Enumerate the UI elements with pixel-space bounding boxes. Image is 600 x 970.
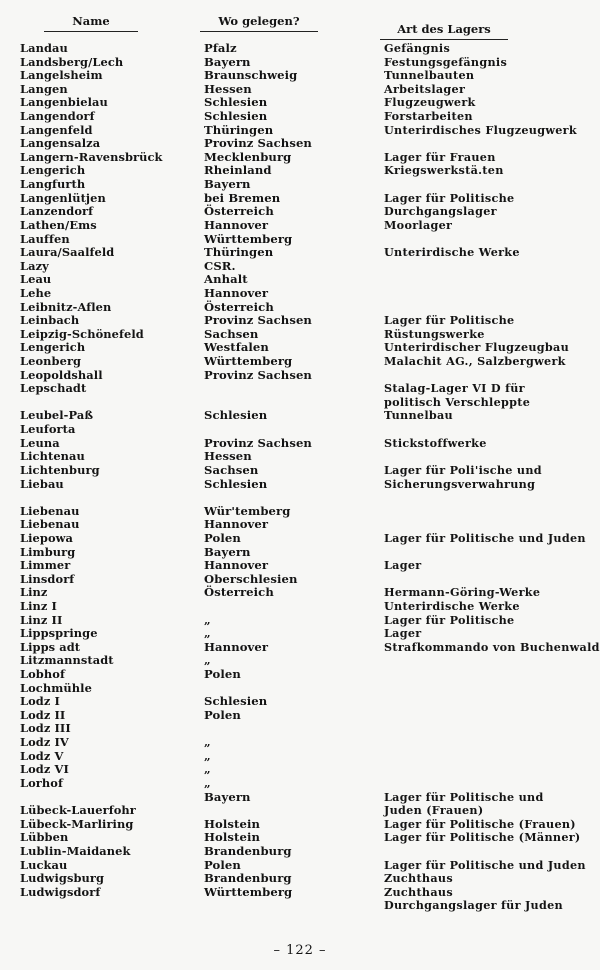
camp-location: Thüringen bbox=[204, 245, 274, 260]
camp-location: Hessen bbox=[204, 449, 252, 464]
camp-location: Oberschlesien bbox=[204, 571, 298, 586]
camp-name: Lepschadt bbox=[20, 381, 87, 396]
camp-location: „ bbox=[204, 775, 211, 790]
camp-location: Hannover bbox=[204, 217, 269, 232]
camp-location: Brandenburg bbox=[204, 871, 292, 886]
camp-location: Bayern bbox=[204, 54, 251, 69]
camp-type bbox=[384, 178, 598, 192]
camp-type: Lager bbox=[384, 626, 422, 641]
camp-name: Litzmannstadt bbox=[20, 653, 114, 668]
camp-location: Schlesien bbox=[204, 95, 268, 110]
camp-name bbox=[20, 491, 195, 505]
camp-location: Hannover bbox=[204, 285, 269, 300]
camp-type: Arbeitslager bbox=[384, 81, 466, 96]
camp-name: Lanzendorf bbox=[20, 204, 94, 219]
camp-location: Österreich bbox=[204, 299, 274, 314]
camp-location: Hannover bbox=[204, 558, 269, 573]
camp-name: Langern-Ravensbrück bbox=[20, 149, 163, 164]
camp-type: Gefängnis bbox=[384, 41, 451, 55]
camp-type bbox=[384, 301, 598, 315]
camp-location: Sachsen bbox=[204, 326, 259, 341]
camp-type bbox=[384, 763, 598, 777]
camp-location bbox=[204, 491, 374, 505]
camp-type: Zuchthaus bbox=[384, 871, 453, 886]
camp-type bbox=[384, 450, 598, 464]
camp-name: Linz II bbox=[20, 612, 63, 627]
camp-location: Hessen bbox=[204, 81, 252, 96]
camp-name: Langfurth bbox=[20, 177, 86, 192]
camp-type: Stickstoffwerke bbox=[384, 435, 487, 450]
camp-type: Rüstungswerke bbox=[384, 326, 485, 341]
camp-location: Polen bbox=[204, 530, 241, 545]
camp-location: Holstein bbox=[204, 830, 260, 845]
camp-location: Provinz Sachsen bbox=[204, 313, 312, 328]
name-column bbox=[20, 42, 195, 913]
camp-name: Lublin-Maidanek bbox=[20, 843, 131, 858]
camp-type: Durchgangslager bbox=[384, 204, 497, 219]
camp-type bbox=[384, 491, 598, 505]
camp-name: Linsdorf bbox=[20, 571, 75, 586]
camp-name: Liepowa bbox=[20, 530, 74, 545]
header-type: Art des Lagers bbox=[380, 22, 508, 40]
camp-type: Juden (Frauen) bbox=[384, 803, 484, 818]
camp-name: Lichtenburg bbox=[20, 462, 100, 477]
camp-type bbox=[384, 273, 598, 287]
camp-type bbox=[384, 369, 598, 383]
camp-name: Liebenau bbox=[20, 517, 80, 532]
camp-type: Malachit AG., Salzbergwerk bbox=[384, 354, 566, 369]
camp-location: Polen bbox=[204, 707, 241, 722]
camp-name: Luckau bbox=[20, 857, 68, 872]
camp-name: Leuna bbox=[20, 435, 60, 450]
camp-type: Lager für Politische bbox=[384, 190, 515, 205]
location-column bbox=[204, 42, 374, 913]
camp-type bbox=[384, 682, 598, 696]
camp-name: Leinbach bbox=[20, 313, 80, 328]
camp-type: Hermann-Göring-Werke bbox=[384, 585, 541, 600]
camp-location: „ bbox=[204, 626, 211, 641]
camp-location: „ bbox=[204, 612, 211, 627]
camp-type bbox=[384, 546, 598, 560]
camp-name: Lehe bbox=[20, 285, 52, 300]
camp-type: Tunnelbauten bbox=[384, 68, 475, 83]
camp-location: bei Bremen bbox=[204, 190, 281, 205]
camp-type bbox=[384, 845, 598, 859]
camp-type: Festungsgefängnis bbox=[384, 54, 508, 69]
camp-name: Leipzig-Schönefeld bbox=[20, 326, 144, 341]
camp-name: Lorhof bbox=[20, 775, 63, 790]
camp-location: Polen bbox=[204, 667, 241, 682]
camp-name bbox=[20, 791, 195, 805]
camp-type bbox=[384, 654, 598, 668]
camp-location: Württemberg bbox=[204, 231, 293, 246]
camp-location: Anhalt bbox=[204, 272, 248, 287]
camp-type: Moorlager bbox=[384, 217, 453, 232]
camp-type: Lager für Frauen bbox=[384, 149, 496, 164]
camp-location: Hannover bbox=[204, 639, 269, 654]
camp-location: Polen bbox=[204, 857, 241, 872]
camp-type: Durchgangslager für Juden bbox=[384, 898, 563, 913]
camp-name: Landsberg/Lech bbox=[20, 54, 124, 69]
camp-name: Lazy bbox=[20, 258, 49, 273]
camp-location: Provinz Sachsen bbox=[204, 367, 312, 382]
camp-name: Langendorf bbox=[20, 109, 95, 124]
camp-name: Leonberg bbox=[20, 354, 82, 369]
camp-location bbox=[204, 382, 374, 396]
camp-name: Liebau bbox=[20, 476, 64, 491]
camp-type: Unterirdischer Flugzeugbau bbox=[384, 340, 570, 355]
camp-name: Lodz II bbox=[20, 707, 66, 722]
camp-location: Bayern bbox=[204, 177, 251, 192]
camp-location: „ bbox=[204, 735, 211, 750]
camp-name: Linz bbox=[20, 585, 48, 600]
camp-name: Ludwigsburg bbox=[20, 871, 105, 886]
camp-location: Württemberg bbox=[204, 354, 293, 369]
camp-type: Kriegswerkstä.ten bbox=[384, 163, 504, 178]
camp-location: Schlesien bbox=[204, 109, 268, 124]
camp-location: „ bbox=[204, 653, 211, 668]
camp-location: „ bbox=[204, 748, 211, 763]
camp-type bbox=[384, 736, 598, 750]
camp-name: Leuforta bbox=[20, 422, 76, 437]
camp-location: Württemberg bbox=[204, 884, 293, 899]
camp-name: Langenbielau bbox=[20, 95, 108, 110]
camp-location bbox=[204, 804, 374, 818]
header-name: Name bbox=[44, 14, 138, 32]
camp-location: Brandenburg bbox=[204, 843, 292, 858]
camp-location: Schlesien bbox=[204, 694, 268, 709]
camp-type: Strafkommando von Buchenwald bbox=[384, 639, 600, 654]
camp-type: Lager für Politische und bbox=[384, 789, 544, 804]
camp-type: Unterirdische Werke bbox=[384, 598, 520, 613]
camp-name: Leau bbox=[20, 272, 52, 287]
camp-location: Thüringen bbox=[204, 122, 274, 137]
camp-type: Lager für Politische und Juden bbox=[384, 530, 586, 545]
camp-type: Lager bbox=[384, 558, 422, 573]
camp-type bbox=[384, 287, 598, 301]
camp-name: Lippspringe bbox=[20, 626, 98, 641]
camp-type bbox=[384, 137, 598, 151]
camp-name: Lengerich bbox=[20, 340, 86, 355]
camp-name: Liebenau bbox=[20, 503, 80, 518]
camp-type bbox=[384, 750, 598, 764]
camp-name: Lengerich bbox=[20, 163, 86, 178]
camp-location: Hannover bbox=[204, 517, 269, 532]
camp-type bbox=[384, 695, 598, 709]
camp-name: Leibnitz-Aflen bbox=[20, 299, 112, 314]
camp-location: Schlesien bbox=[204, 408, 268, 423]
camp-type bbox=[384, 722, 598, 736]
camp-name: Lodz VI bbox=[20, 762, 69, 777]
camp-type: Lager für Politische bbox=[384, 313, 515, 328]
camp-type bbox=[384, 518, 598, 532]
camp-name: Laura/Saalfeld bbox=[20, 245, 115, 260]
camp-name: Langenfeld bbox=[20, 122, 93, 137]
camp-type: Lager für Politische und Juden bbox=[384, 857, 586, 872]
camp-location: Wür'temberg bbox=[204, 503, 291, 518]
camp-location: Provinz Sachsen bbox=[204, 136, 312, 151]
camp-type: Forstarbeiten bbox=[384, 109, 473, 124]
camp-type: Lager für Politische (Männer) bbox=[384, 830, 581, 845]
camp-name: Lübeck-Marliring bbox=[20, 816, 134, 831]
camp-location: Bayern bbox=[204, 789, 251, 804]
camp-location: Pfalz bbox=[204, 41, 237, 55]
camp-location: Provinz Sachsen bbox=[204, 435, 312, 450]
camp-location: „ bbox=[204, 762, 211, 777]
camp-name: Lipps adt bbox=[20, 639, 81, 654]
camp-location: Sachsen bbox=[204, 462, 259, 477]
camp-type: Stalag-Lager VI D für bbox=[384, 381, 525, 396]
camp-type bbox=[384, 573, 598, 587]
camp-name bbox=[20, 396, 195, 410]
camp-name: Linz I bbox=[20, 598, 57, 613]
camp-location: Bayern bbox=[204, 544, 251, 559]
camp-name: Leubel-Paß bbox=[20, 408, 94, 423]
camp-name: Landau bbox=[20, 41, 68, 55]
camp-location: Schlesien bbox=[204, 476, 268, 491]
camp-name: Langen bbox=[20, 81, 68, 96]
camp-name: Lauffen bbox=[20, 231, 70, 246]
camp-type bbox=[384, 233, 598, 247]
camp-name: Lübben bbox=[20, 830, 69, 845]
camp-name: Langenlütjen bbox=[20, 190, 106, 205]
camp-location bbox=[204, 722, 374, 736]
camp-name bbox=[20, 899, 195, 913]
camp-type bbox=[384, 260, 598, 274]
camp-name: Lochmühle bbox=[20, 680, 92, 695]
camp-type: Tunnelbau bbox=[384, 408, 453, 423]
camp-type bbox=[384, 668, 598, 682]
header-where: Wo gelegen? bbox=[200, 14, 318, 32]
camp-type: Lager für Poli'ische und bbox=[384, 462, 542, 477]
camp-name: Ludwigsdorf bbox=[20, 884, 101, 899]
camp-location: Mecklenburg bbox=[204, 149, 292, 164]
camp-name: Limmer bbox=[20, 558, 71, 573]
camp-name: Lübeck-Lauerfohr bbox=[20, 803, 136, 818]
camp-name: Lodz V bbox=[20, 748, 64, 763]
camp-type: Lager für Politische bbox=[384, 612, 515, 627]
camp-location bbox=[204, 396, 374, 410]
camp-location bbox=[204, 423, 374, 437]
camp-type: Unterirdische Werke bbox=[384, 245, 520, 260]
camp-location bbox=[204, 682, 374, 696]
camp-location: Braunschweig bbox=[204, 68, 298, 83]
camp-type: Sicherungsverwahrung bbox=[384, 476, 536, 491]
camp-name: Langensalza bbox=[20, 136, 101, 151]
camp-location bbox=[204, 600, 374, 614]
page-number: – 122 – bbox=[273, 943, 327, 958]
camp-type: Lager für Politische (Frauen) bbox=[384, 816, 576, 831]
camp-name: Lodz I bbox=[20, 694, 60, 709]
camp-name: Lodz IV bbox=[20, 735, 69, 750]
camp-name: Lodz III bbox=[20, 721, 71, 736]
camp-name: Leopoldshall bbox=[20, 367, 103, 382]
camp-location: Holstein bbox=[204, 816, 260, 831]
camp-type: Unterirdisches Flugzeugwerk bbox=[384, 122, 577, 137]
camp-type bbox=[384, 777, 598, 791]
camp-location bbox=[204, 899, 374, 913]
camp-name: Langelsheim bbox=[20, 68, 103, 83]
camp-type bbox=[384, 423, 598, 437]
camp-type bbox=[384, 709, 598, 723]
camp-type: Zuchthaus bbox=[384, 884, 453, 899]
camp-name: Limburg bbox=[20, 544, 76, 559]
camp-type: politisch Verschleppte bbox=[384, 394, 531, 409]
camp-location: CSR. bbox=[204, 258, 236, 273]
camp-location: Österreich bbox=[204, 585, 274, 600]
camp-name: Lathen/Ems bbox=[20, 217, 97, 232]
camp-location: Österreich bbox=[204, 204, 274, 219]
camp-name: Lobhof bbox=[20, 667, 65, 682]
camp-type bbox=[384, 505, 598, 519]
camp-location: Rheinland bbox=[204, 163, 272, 178]
camp-type: Flugzeugwerk bbox=[384, 95, 476, 110]
camp-type-column bbox=[384, 42, 598, 913]
camp-location: Westfalen bbox=[204, 340, 269, 355]
camp-name: Lichtenau bbox=[20, 449, 85, 464]
